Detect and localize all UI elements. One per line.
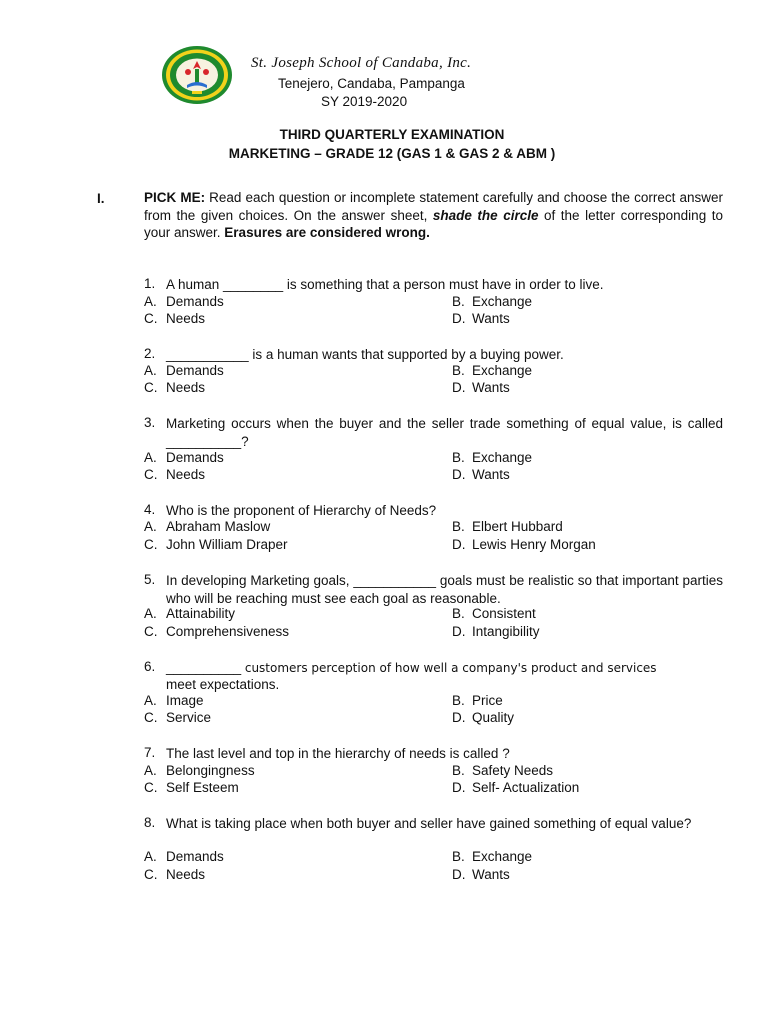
option-text: Exchange [472,294,533,309]
option-letter: C. [144,780,158,795]
option-text: Exchange [472,363,533,378]
option-text: Attainability [166,606,236,621]
option-text: Lewis Henry Morgan [472,537,596,552]
question-number: 4. [144,502,156,517]
option-letter: A. [144,693,157,708]
section-instructions [144,189,723,242]
question-stem: What is taking place when both buyer and seller have gained something of equal value? [166,816,692,831]
option-text: Demands [166,849,224,864]
question-stem: Marketing occurs when the buyer and the seller trade something of equal value, is called __________? [166,416,723,449]
option-text: Exchange [472,849,533,864]
option-letter: B. [452,693,465,708]
instructions-warning: Erasures are considered wrong. [224,225,430,240]
section-label: PICK ME: [144,190,206,205]
option-text: Demands [166,363,224,378]
question-stem: The last level and top in the hierarchy of needs is called ? [166,746,510,761]
option-letter: B. [452,763,465,778]
option-letter: D. [452,867,466,882]
question-stem: A human ________ is something that a person must have in order to live. [166,277,604,292]
option-letter: D. [452,467,466,482]
question-number: 5. [144,572,156,587]
option-text: Quality [472,710,515,725]
option-text: Self Esteem [166,780,239,795]
question-stem [166,659,723,678]
option-text: Exchange [472,450,533,465]
option-letter: A. [144,606,157,621]
option-text: Elbert Hubbard [472,519,563,534]
question-number: 8. [144,815,156,830]
question-stem-alt-font: customers perception of how well a company's product and services [244,661,657,675]
school-address: Tenejero, Candaba, Pampanga [278,76,465,91]
option-letter: C. [144,867,158,882]
instructions-text: Read each question or incomplete statement carefully and choose the correct answer from the given choices. On the answer sheet, [144,190,723,223]
exam-subject: MARKETING – GRADE 12 (GAS 1 & GAS 2 & ABM ) [228,146,556,161]
option-letter: C. [144,537,158,552]
option-letter: D. [452,780,466,795]
question-number: 1. [144,276,156,291]
option-letter: D. [452,311,466,326]
option-letter: A. [144,849,157,864]
question-stem: In developing Marketing goals, ___________ goals must be realistic so that important parties who will be reaching must see each goal as reasonable. [166,573,723,606]
option-text: Price [472,693,503,708]
option-letter: D. [452,624,466,639]
option-letter: A. [144,294,157,309]
option-text: Needs [166,867,206,882]
question-blank: __________ [166,660,245,675]
option-letter: C. [144,311,158,326]
question-number: 6. [144,659,156,674]
option-letter: C. [144,467,158,482]
option-letter: B. [452,519,465,534]
school-year: SY 2019-2020 [321,94,408,109]
question-stem: ___________ is a human wants that supported by a buying power. [166,347,564,362]
exam-title: THIRD QUARTERLY EXAMINATION [279,127,505,142]
option-letter: D. [452,710,466,725]
option-text: Wants [472,867,510,882]
option-letter: B. [452,363,465,378]
option-text: Belongingness [166,763,255,778]
option-letter: D. [452,380,466,395]
section-number: I. [97,191,105,206]
question-stem-continued: meet expectations. [166,677,280,692]
option-text: Demands [166,294,224,309]
option-text: Wants [472,311,510,326]
option-letter: B. [452,294,465,309]
option-letter: B. [452,849,465,864]
option-text: Demands [166,450,224,465]
option-letter: C. [144,380,158,395]
option-text: Wants [472,380,510,395]
option-text: Needs [166,467,206,482]
question-stem: Who is the proponent of Hierarchy of Needs? [166,503,437,518]
option-text: Needs [166,380,206,395]
option-letter: A. [144,519,157,534]
option-text: John William Draper [166,537,288,552]
option-letter: C. [144,624,158,639]
instructions-text-2: of the letter corresponding to your answer. [144,207,723,240]
option-text: Consistent [472,606,536,621]
option-letter: C. [144,710,158,725]
option-text: Intangibility [472,624,540,639]
option-letter: A. [144,763,157,778]
option-text: Safety Needs [472,763,554,778]
school-name: St. Joseph School of Candaba, Inc. [251,55,472,71]
question-number: 3. [144,415,156,430]
option-text: Service [166,710,212,725]
option-text: Comprehensiveness [166,624,290,639]
option-text: Image [166,693,204,708]
question-number: 2. [144,346,156,361]
option-text: Self- Actualization [472,780,580,795]
question-number: 7. [144,745,156,760]
school-seal-icon [161,45,233,105]
instructions-emphasis: shade the circle [432,207,539,223]
option-text: Wants [472,467,510,482]
option-letter: D. [452,537,466,552]
option-letter: B. [452,606,465,621]
option-text: Abraham Maslow [166,519,271,534]
option-letter: A. [144,363,157,378]
option-letter: A. [144,450,157,465]
option-letter: B. [452,450,465,465]
option-text: Needs [166,311,206,326]
